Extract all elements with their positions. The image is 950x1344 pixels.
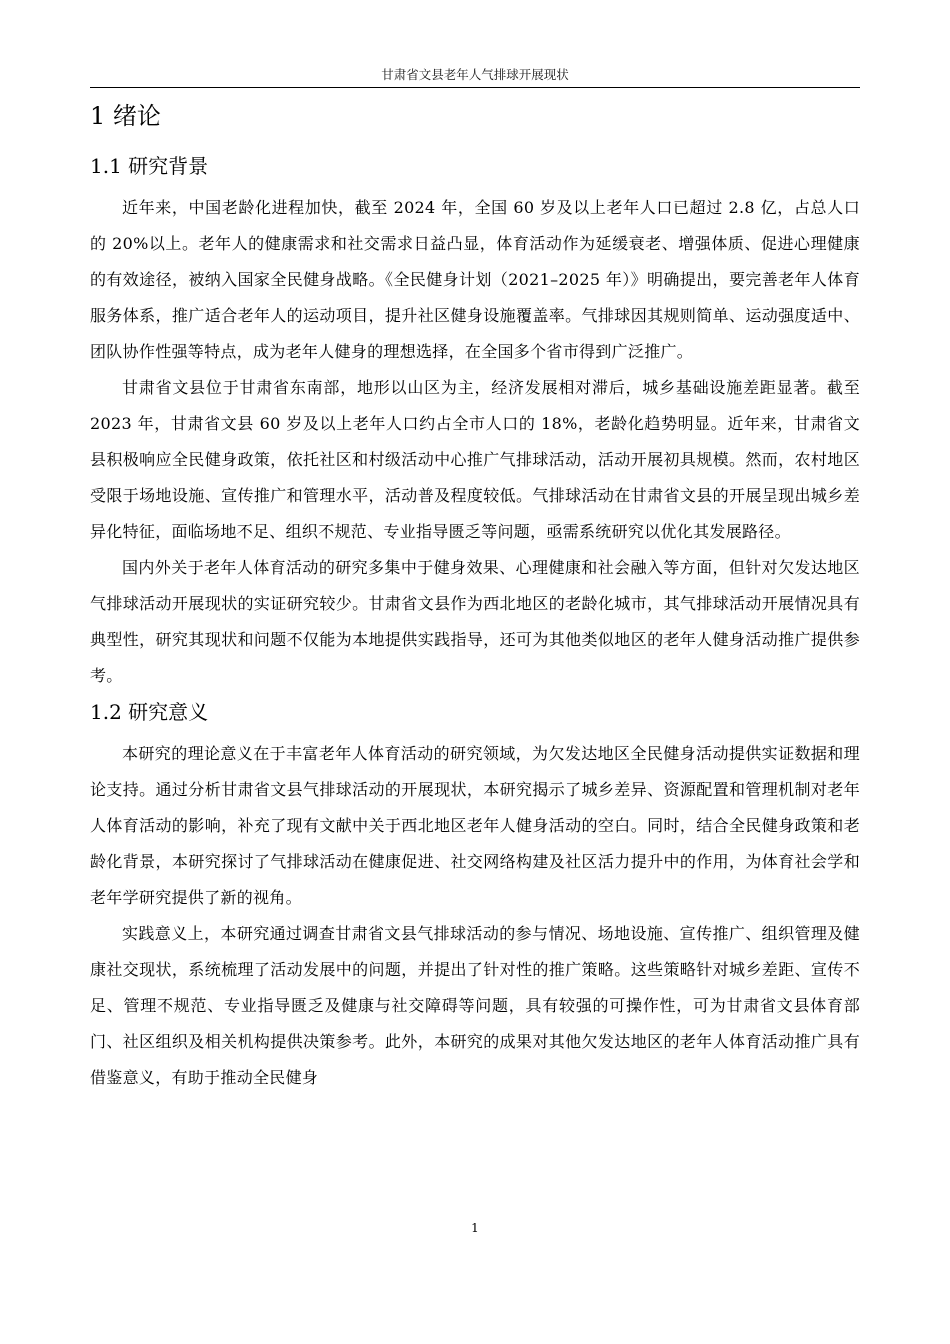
paragraph-background-2: 甘肃省文县位于甘肃省东南部，地形以山区为主，经济发展相对滞后，城乡基础设施差距显著。截至 2023 年，甘肃省文县 60 岁及以上老年人口约占全市人口的 18%，老龄化趋势明显。近年来，甘肃省文县积极响应全民健身政策，依托社区和村级活动中心推广气排球活动，活动开展初具规模。然而，农村地区受限于场地设施、宣传推广和管理水平，活动普及程度较低。气排球活动在甘肃省文县的开展呈现出城乡差异化特征，面临场地不足、组织不规范、专业指导匮乏等问题，亟需系统研究以优化其发展路径。 — [90, 378, 860, 541]
page-content — [90, 97, 860, 1096]
header-rule — [90, 87, 860, 88]
section-title-significance: 1.2 研究意义 — [90, 700, 209, 724]
paragraph-significance-1: 本研究的理论意义在于丰富老年人体育活动的研究领域，为欠发达地区全民健身活动提供实证数据和理论支持。通过分析甘肃省文县气排球活动的开展现状，本研究揭示了城乡差异、资源配置和管理机制对老年人体育活动的影响，补充了现有文献中关于西北地区老年人健身活动的空白。同时，结合全民健身政策和老龄化背景，本研究探讨了气排球活动在健康促进、社交网络构建及社区活力提升中的作用，为体育社会学和老年学研究提供了新的视角。 — [90, 744, 860, 907]
running-header: 甘肃省文县老年人气排球开展现状 — [381, 67, 569, 82]
paragraph-background-1: 近年来，中国老龄化进程加快，截至 2024 年，全国 60 岁及以上老年人口已超过 2.8 亿，占总人口的 20%以上。老年人的健康需求和社交需求日益凸显，体育活动作为延缓衰老、增强体质、促进心理健康的有效途径，被纳入国家全民健身战略。《全民健身计划（2021–2025 年）》明确提出，要完善老年人体育服务体系，推广适合老年人的运动项目，提升社区健身设施覆盖率。气排球因其规则简单、运动强度适中、团队协作性强等特点，成为老年人健身的理想选择，在全国多个省市得到广泛推广。 — [90, 198, 860, 361]
chapter-title: 1 绪论 — [90, 102, 161, 130]
paragraph-significance-2: 实践意义上，本研究通过调查甘肃省文县气排球活动的参与情况、场地设施、宣传推广、组织管理及健康社交现状，系统梳理了活动发展中的问题，并提出了针对性的推广策略。这些策略针对城乡差距、宣传不足、管理不规范、专业指导匮乏及健康与社交障碍等问题，具有较强的可操作性，可为甘肃省文县体育部门、社区组织及相关机构提供决策参考。此外，本研究的成果对其他欠发达地区的老年人体育活动推广具有借鉴意义，有助于推动全民健身 — [90, 924, 860, 1087]
paragraph-background-3: 国内外关于老年人体育活动的研究多集中于健身效果、心理健康和社会融入等方面，但针对欠发达地区气排球活动开展现状的实证研究较少。甘肃省文县作为西北地区的老龄化城市，其气排球活动开展情况具有典型性，研究其现状和问题不仅能为本地提供实践指导，还可为其他类似地区的老年人健身活动推广提供参考。 — [90, 558, 860, 685]
page-number: 1 — [471, 1221, 479, 1235]
section-title-background: 1.1 研究背景 — [90, 154, 209, 178]
